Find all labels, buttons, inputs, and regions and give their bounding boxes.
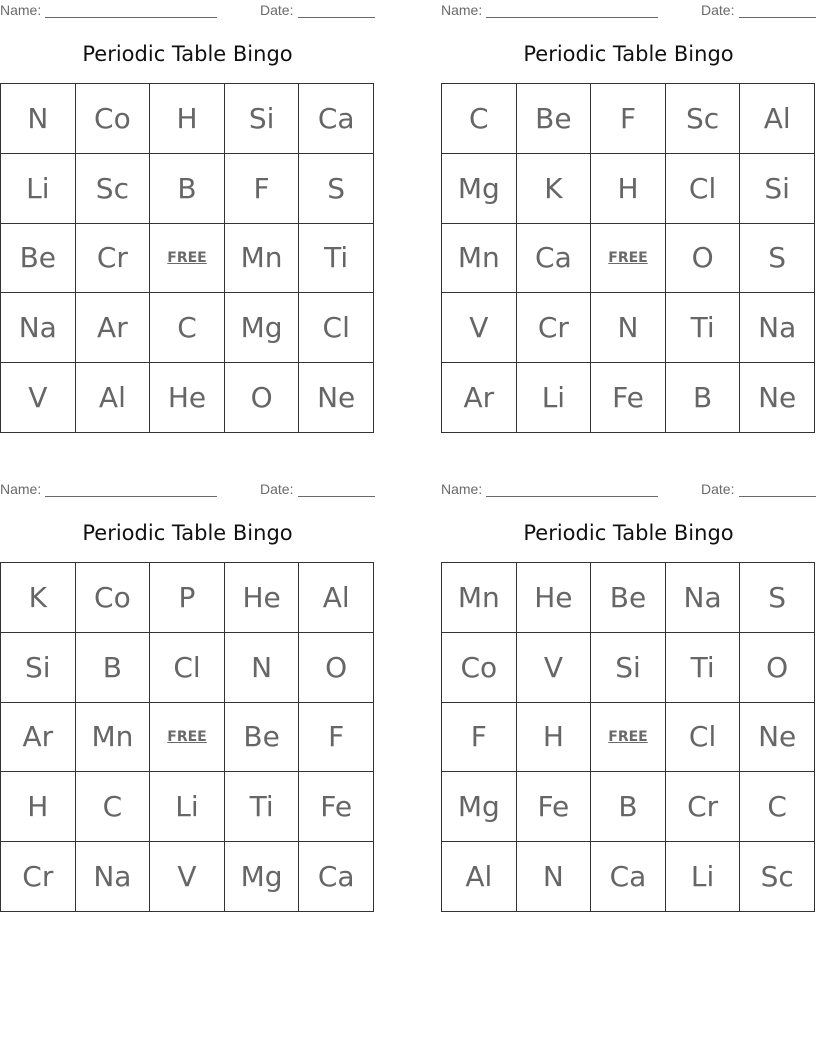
element-cell: He <box>150 363 225 433</box>
element-cell: H <box>591 154 666 224</box>
element-cell: Na <box>740 293 815 363</box>
element-cell: Fe <box>591 363 666 433</box>
element-cell: C <box>442 84 517 154</box>
free-space-cell: FREE <box>591 224 666 294</box>
element-cell: Be <box>591 563 666 633</box>
element-cell: Cr <box>1 842 76 912</box>
element-cell: Ar <box>1 703 76 773</box>
element-cell: Ar <box>442 363 517 433</box>
element-cell: N <box>1 84 76 154</box>
element-cell: Ne <box>299 363 374 433</box>
element-cell: Be <box>517 84 592 154</box>
date-blank-line <box>739 496 816 497</box>
element-cell: Na <box>1 293 76 363</box>
date-blank-line <box>298 17 375 18</box>
element-cell: N <box>517 842 592 912</box>
element-cell: Mn <box>225 224 300 294</box>
name-blank-line <box>45 17 217 18</box>
element-cell: B <box>76 633 151 703</box>
element-cell: O <box>666 224 741 294</box>
element-cell: Cl <box>666 154 741 224</box>
element-cell: Cl <box>299 293 374 363</box>
free-space-cell: FREE <box>591 703 666 773</box>
element-cell: Fe <box>299 772 374 842</box>
card-title: Periodic Table Bingo <box>523 42 734 66</box>
element-cell: Si <box>225 84 300 154</box>
name-label: Name: <box>441 2 483 18</box>
element-cell: Mg <box>225 842 300 912</box>
bingo-grid <box>441 562 815 912</box>
element-cell: Li <box>150 772 225 842</box>
element-cell: Mg <box>442 154 517 224</box>
card-title: Periodic Table Bingo <box>82 521 293 545</box>
element-cell: K <box>1 563 76 633</box>
element-cell: Mg <box>442 772 517 842</box>
bingo-grid <box>0 562 374 912</box>
element-cell: Sc <box>76 154 151 224</box>
element-cell: Cl <box>150 633 225 703</box>
element-cell: S <box>740 224 815 294</box>
element-cell: Ne <box>740 703 815 773</box>
card-title: Periodic Table Bingo <box>523 521 734 545</box>
element-cell: N <box>225 633 300 703</box>
name-label: Name: <box>0 2 42 18</box>
element-cell: S <box>740 563 815 633</box>
element-cell: Ar <box>76 293 151 363</box>
element-cell: Cl <box>666 703 741 773</box>
date-label: Date: <box>260 2 294 18</box>
element-cell: Na <box>76 842 151 912</box>
element-cell: Al <box>442 842 517 912</box>
element-cell: Be <box>225 703 300 773</box>
free-space-cell: FREE <box>150 224 225 294</box>
element-cell: Ca <box>517 224 592 294</box>
element-cell: B <box>591 772 666 842</box>
element-cell: Co <box>442 633 517 703</box>
element-cell: Mn <box>76 703 151 773</box>
element-cell: Na <box>666 563 741 633</box>
element-cell: Ne <box>740 363 815 433</box>
element-cell: H <box>1 772 76 842</box>
date-label: Date: <box>260 481 294 497</box>
bingo-card <box>0 0 375 434</box>
date-blank-line <box>298 496 375 497</box>
element-cell: N <box>591 293 666 363</box>
element-cell: Mn <box>442 224 517 294</box>
free-space-cell: FREE <box>150 703 225 773</box>
element-cell: He <box>225 563 300 633</box>
element-cell: Al <box>76 363 151 433</box>
bingo-card <box>0 479 375 913</box>
element-cell: B <box>150 154 225 224</box>
element-cell: Ca <box>591 842 666 912</box>
element-cell: B <box>666 363 741 433</box>
element-cell: P <box>150 563 225 633</box>
element-cell: F <box>442 703 517 773</box>
date-blank-line <box>739 17 816 18</box>
element-cell: Co <box>76 563 151 633</box>
name-date-header <box>0 481 375 499</box>
element-cell: F <box>591 84 666 154</box>
element-cell: V <box>150 842 225 912</box>
element-cell: Sc <box>666 84 741 154</box>
name-date-header <box>0 2 375 20</box>
element-cell: Co <box>76 84 151 154</box>
element-cell: Sc <box>740 842 815 912</box>
element-cell: C <box>76 772 151 842</box>
element-cell: Li <box>1 154 76 224</box>
element-cell: Cr <box>517 293 592 363</box>
element-cell: Al <box>740 84 815 154</box>
element-cell: Ti <box>299 224 374 294</box>
date-label: Date: <box>701 481 735 497</box>
element-cell: C <box>740 772 815 842</box>
name-blank-line <box>45 496 217 497</box>
element-cell: O <box>299 633 374 703</box>
element-cell: He <box>517 563 592 633</box>
element-cell: V <box>517 633 592 703</box>
element-cell: Ti <box>666 293 741 363</box>
name-blank-line <box>486 496 658 497</box>
bingo-card <box>441 479 816 913</box>
element-cell: K <box>517 154 592 224</box>
element-cell: V <box>442 293 517 363</box>
element-cell: V <box>1 363 76 433</box>
element-cell: Si <box>1 633 76 703</box>
element-cell: F <box>225 154 300 224</box>
element-cell: Mg <box>225 293 300 363</box>
element-cell: Ti <box>666 633 741 703</box>
bingo-grid <box>0 83 374 433</box>
date-label: Date: <box>701 2 735 18</box>
name-blank-line <box>486 17 658 18</box>
element-cell: Fe <box>517 772 592 842</box>
element-cell: O <box>225 363 300 433</box>
element-cell: Al <box>299 563 374 633</box>
element-cell: F <box>299 703 374 773</box>
bingo-grid <box>441 83 815 433</box>
element-cell: O <box>740 633 815 703</box>
element-cell: Cr <box>666 772 741 842</box>
element-cell: H <box>150 84 225 154</box>
name-label: Name: <box>0 481 42 497</box>
element-cell: Si <box>591 633 666 703</box>
name-date-header <box>441 481 816 499</box>
element-cell: Be <box>1 224 76 294</box>
element-cell: Ti <box>225 772 300 842</box>
element-cell: Li <box>666 842 741 912</box>
element-cell: C <box>150 293 225 363</box>
element-cell: Ca <box>299 842 374 912</box>
element-cell: S <box>299 154 374 224</box>
name-label: Name: <box>441 481 483 497</box>
bingo-card <box>441 0 816 434</box>
element-cell: Si <box>740 154 815 224</box>
name-date-header <box>441 2 816 20</box>
element-cell: Mn <box>442 563 517 633</box>
element-cell: Cr <box>76 224 151 294</box>
element-cell: H <box>517 703 592 773</box>
element-cell: Ca <box>299 84 374 154</box>
card-title: Periodic Table Bingo <box>82 42 293 66</box>
element-cell: Li <box>517 363 592 433</box>
